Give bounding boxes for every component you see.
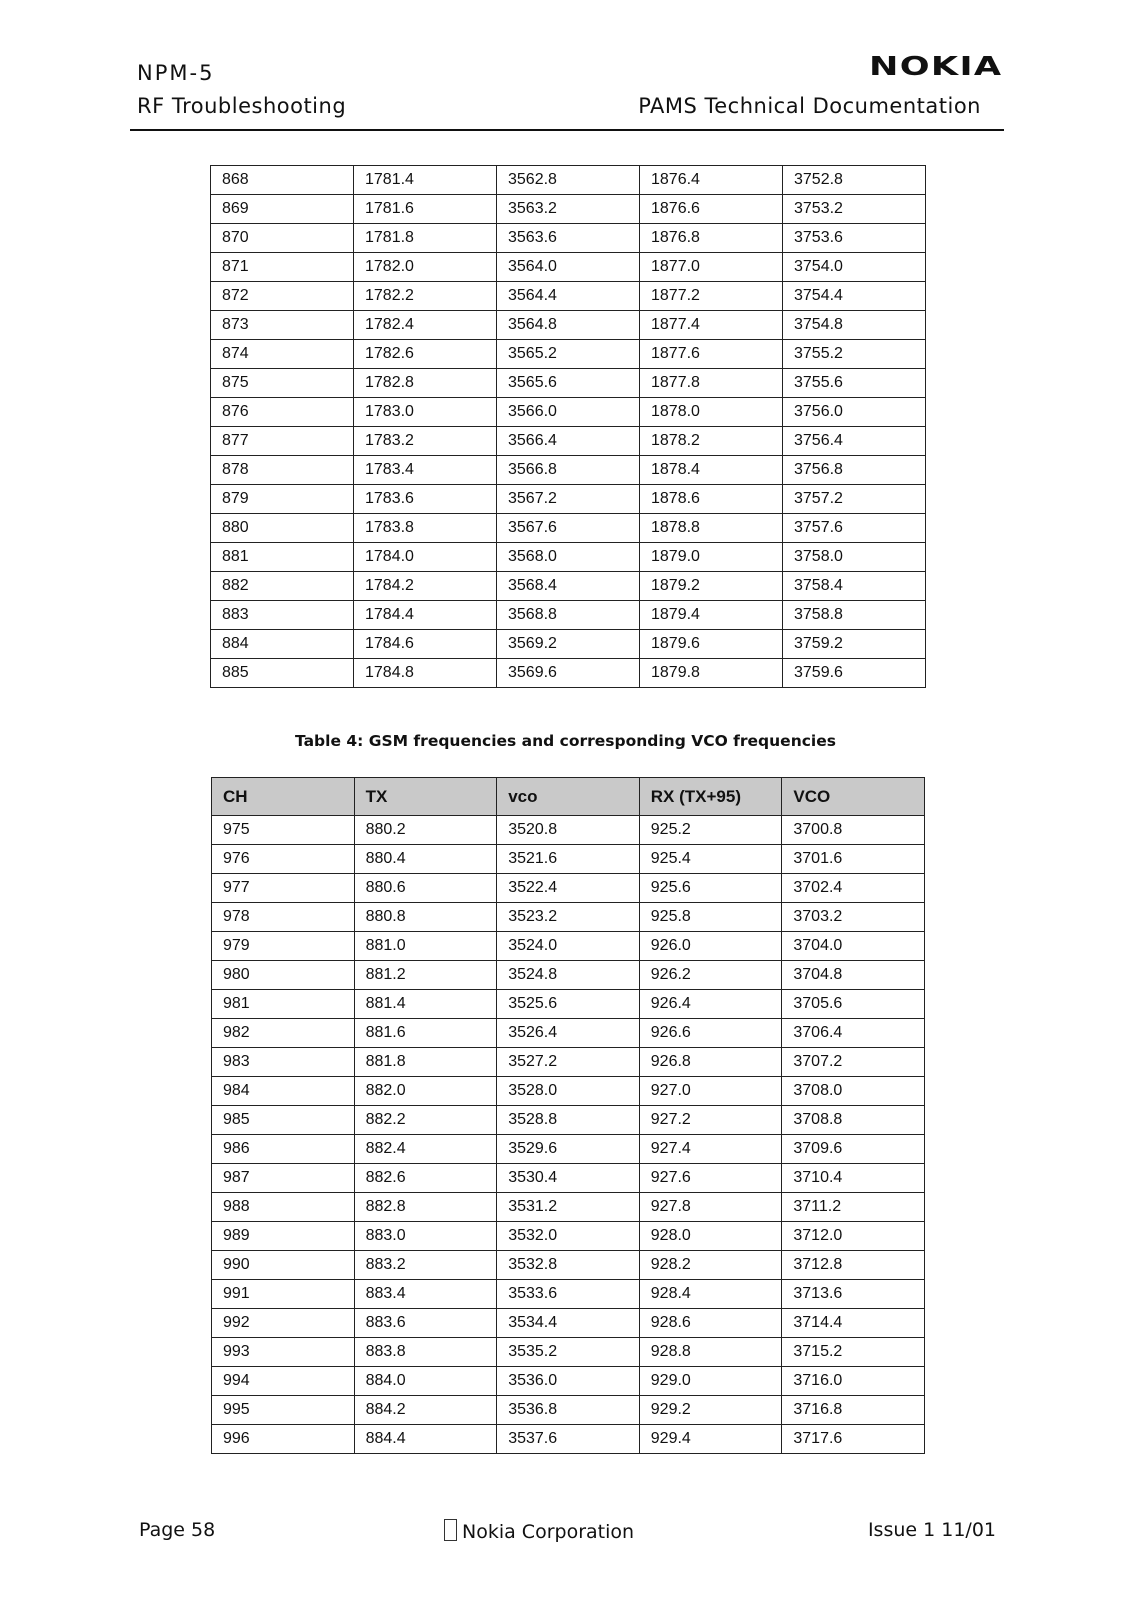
table-cell: 3524.8: [497, 961, 640, 990]
table-cell: 1783.2: [354, 427, 497, 456]
table-cell: 1782.0: [354, 253, 497, 282]
table-row: [211, 659, 926, 688]
table-cell: 1783.0: [354, 398, 497, 427]
table-cell: 870: [211, 224, 354, 253]
table-cell: 3709.6: [782, 1135, 925, 1164]
table-row: [211, 340, 926, 369]
table-cell: 3754.8: [783, 311, 926, 340]
table-cell: 3531.2: [497, 1193, 640, 1222]
table-cell: 1782.8: [354, 369, 497, 398]
document-code: NPM-5: [137, 61, 215, 85]
table-cell: 1878.0: [640, 398, 783, 427]
table-cell: 929.4: [639, 1425, 782, 1454]
table-cell: 880.6: [354, 874, 497, 903]
table-cell: 1781.6: [354, 195, 497, 224]
table-cell: 882.8: [354, 1193, 497, 1222]
table-cell: 927.2: [639, 1106, 782, 1135]
table-row: [212, 1193, 925, 1222]
table-cell: 1877.6: [640, 340, 783, 369]
table-cell: 1879.2: [640, 572, 783, 601]
table-row: [212, 932, 925, 961]
table-row: [212, 874, 925, 903]
table-cell: 1784.8: [354, 659, 497, 688]
column-header-rx-vco: VCO: [782, 778, 925, 816]
table-cell: 3711.2: [782, 1193, 925, 1222]
table-row: [211, 166, 926, 195]
table-row: [211, 398, 926, 427]
table-cell: 987: [212, 1164, 355, 1193]
nokia-logo: NOKIA: [869, 52, 1003, 82]
table-cell: 1876.4: [640, 166, 783, 195]
table-cell: 3705.6: [782, 990, 925, 1019]
table-cell: 881.0: [354, 932, 497, 961]
table-cell: 884.2: [354, 1396, 497, 1425]
gsm-frequency-table-body: [212, 816, 925, 1454]
table-cell: 883.4: [354, 1280, 497, 1309]
table-cell: 3566.8: [497, 456, 640, 485]
table-cell: 3537.6: [497, 1425, 640, 1454]
table-row: [211, 195, 926, 224]
table-cell: 986: [212, 1135, 355, 1164]
table-cell: 978: [212, 903, 355, 932]
table-row: [211, 572, 926, 601]
table-cell: 1781.4: [354, 166, 497, 195]
table-cell: 928.6: [639, 1309, 782, 1338]
table-cell: 926.4: [639, 990, 782, 1019]
table-row: [212, 1106, 925, 1135]
table-cell: 3712.0: [782, 1222, 925, 1251]
table-cell: 926.0: [639, 932, 782, 961]
table-cell: 3716.8: [782, 1396, 925, 1425]
table-cell: 3562.8: [497, 166, 640, 195]
column-header-tx: TX: [354, 778, 497, 816]
table-cell: 3569.2: [497, 630, 640, 659]
table-cell: 925.6: [639, 874, 782, 903]
table-caption: Table 4: GSM frequencies and corresponding VCO frequencies: [295, 732, 836, 750]
table-cell: 3527.2: [497, 1048, 640, 1077]
table-cell: 927.6: [639, 1164, 782, 1193]
table-cell: 3706.4: [782, 1019, 925, 1048]
frequency-table-continued: [210, 165, 926, 688]
table-cell: 3707.2: [782, 1048, 925, 1077]
table-cell: 1879.4: [640, 601, 783, 630]
table-cell: 883: [211, 601, 354, 630]
table-cell: 884: [211, 630, 354, 659]
table-cell: 3704.0: [782, 932, 925, 961]
table-cell: 927.0: [639, 1077, 782, 1106]
table-cell: 3534.4: [497, 1309, 640, 1338]
table-cell: 1784.0: [354, 543, 497, 572]
table-cell: 3565.6: [497, 369, 640, 398]
table-cell: 883.2: [354, 1251, 497, 1280]
table-row: [211, 601, 926, 630]
table-row: [212, 1077, 925, 1106]
table-cell: 928.8: [639, 1338, 782, 1367]
table-cell: 876: [211, 398, 354, 427]
footer-issue: Issue 1 11/01: [867, 1519, 996, 1541]
table-cell: 1783.8: [354, 514, 497, 543]
table-row: [212, 1309, 925, 1338]
table-cell: 928.0: [639, 1222, 782, 1251]
table-cell: 3754.0: [783, 253, 926, 282]
table-cell: 3756.8: [783, 456, 926, 485]
table-cell: 3753.2: [783, 195, 926, 224]
table-cell: 928.2: [639, 1251, 782, 1280]
table-row: [211, 485, 926, 514]
table-cell: 3564.0: [497, 253, 640, 282]
table-row: [211, 427, 926, 456]
footer-copyright-text: Nokia Corporation: [462, 1521, 635, 1543]
table-cell: 3568.0: [497, 543, 640, 572]
table-cell: 875: [211, 369, 354, 398]
table-cell: 3710.4: [782, 1164, 925, 1193]
table-cell: 925.4: [639, 845, 782, 874]
table-row: [212, 1338, 925, 1367]
table-cell: 928.4: [639, 1280, 782, 1309]
table-cell: 1782.4: [354, 311, 497, 340]
table-cell: 3522.4: [497, 874, 640, 903]
table-cell: 880.2: [354, 816, 497, 845]
table-cell: 882.0: [354, 1077, 497, 1106]
table-row: [211, 369, 926, 398]
table-cell: 1878.2: [640, 427, 783, 456]
table-cell: 868: [211, 166, 354, 195]
table-cell: 885: [211, 659, 354, 688]
table-cell: 3566.4: [497, 427, 640, 456]
table-cell: 1878.4: [640, 456, 783, 485]
table-cell: 1782.2: [354, 282, 497, 311]
table-row: [212, 1367, 925, 1396]
frequency-table-continued-body: [211, 166, 926, 688]
table-cell: 1878.6: [640, 485, 783, 514]
table-cell: 3713.6: [782, 1280, 925, 1309]
table-cell: 3523.2: [497, 903, 640, 932]
table-cell: 3757.2: [783, 485, 926, 514]
table-cell: 989: [212, 1222, 355, 1251]
table-cell: 3532.8: [497, 1251, 640, 1280]
table-row: [212, 990, 925, 1019]
table-cell: 877: [211, 427, 354, 456]
table-row: [212, 903, 925, 932]
table-cell: 3520.8: [497, 816, 640, 845]
table-cell: 990: [212, 1251, 355, 1280]
table-cell: 926.2: [639, 961, 782, 990]
table-row: [211, 311, 926, 340]
table-cell: 992: [212, 1309, 355, 1338]
table-cell: 983: [212, 1048, 355, 1077]
table-cell: 3536.0: [497, 1367, 640, 1396]
table-cell: 982: [212, 1019, 355, 1048]
table-cell: 3564.8: [497, 311, 640, 340]
table-cell: 991: [212, 1280, 355, 1309]
table-cell: 1879.0: [640, 543, 783, 572]
table-cell: 1876.6: [640, 195, 783, 224]
table-cell: 1784.2: [354, 572, 497, 601]
table-cell: 3532.0: [497, 1222, 640, 1251]
table-row: [211, 253, 926, 282]
table-cell: 3758.8: [783, 601, 926, 630]
table-cell: 3759.2: [783, 630, 926, 659]
table-cell: 977: [212, 874, 355, 903]
section-title: RF Troubleshooting: [137, 94, 347, 118]
table-cell: 883.0: [354, 1222, 497, 1251]
column-header-rx: RX (TX+95): [639, 778, 782, 816]
table-cell: 3712.8: [782, 1251, 925, 1280]
table-cell: 926.6: [639, 1019, 782, 1048]
table-row: [211, 282, 926, 311]
table-row: [211, 543, 926, 572]
table-cell: 3564.4: [497, 282, 640, 311]
table-cell: 3717.6: [782, 1425, 925, 1454]
table-cell: 3758.4: [783, 572, 926, 601]
table-cell: 1876.8: [640, 224, 783, 253]
table-cell: 878: [211, 456, 354, 485]
table-cell: 1879.6: [640, 630, 783, 659]
table-cell: 3535.2: [497, 1338, 640, 1367]
table-cell: 3521.6: [497, 845, 640, 874]
table-cell: 985: [212, 1106, 355, 1135]
table-cell: 3568.8: [497, 601, 640, 630]
table-cell: 988: [212, 1193, 355, 1222]
table-row: [212, 1251, 925, 1280]
table-cell: 882.6: [354, 1164, 497, 1193]
table-row: [212, 1280, 925, 1309]
table-cell: 1784.6: [354, 630, 497, 659]
table-cell: 1782.6: [354, 340, 497, 369]
table-cell: 993: [212, 1338, 355, 1367]
table-row: [212, 1135, 925, 1164]
table-cell: 927.4: [639, 1135, 782, 1164]
table-row: [212, 1164, 925, 1193]
table-cell: 975: [212, 816, 355, 845]
table-row: [212, 1019, 925, 1048]
table-row: [212, 961, 925, 990]
document-title: PAMS Technical Documentation: [638, 94, 981, 118]
table-row: [212, 1222, 925, 1251]
table-cell: 882.4: [354, 1135, 497, 1164]
copyright-icon: [444, 1519, 457, 1541]
table-cell: 3563.6: [497, 224, 640, 253]
table-cell: 1784.4: [354, 601, 497, 630]
table-cell: 880.4: [354, 845, 497, 874]
table-cell: 880: [211, 514, 354, 543]
table-row: [211, 456, 926, 485]
table-row: [211, 514, 926, 543]
table-cell: 3708.0: [782, 1077, 925, 1106]
table-cell: 995: [212, 1396, 355, 1425]
table-row: [212, 1048, 925, 1077]
table-cell: 925.2: [639, 816, 782, 845]
table-cell: 881.2: [354, 961, 497, 990]
table-cell: 1877.2: [640, 282, 783, 311]
table-cell: 3754.4: [783, 282, 926, 311]
table-cell: 3566.0: [497, 398, 640, 427]
table-cell: 3757.6: [783, 514, 926, 543]
table-cell: 874: [211, 340, 354, 369]
table-cell: 926.8: [639, 1048, 782, 1077]
table-cell: 881.4: [354, 990, 497, 1019]
table-cell: 929.0: [639, 1367, 782, 1396]
table-cell: 1781.8: [354, 224, 497, 253]
table-cell: 3756.0: [783, 398, 926, 427]
table-cell: 3753.6: [783, 224, 926, 253]
table-cell: 1783.6: [354, 485, 497, 514]
table-cell: 3569.6: [497, 659, 640, 688]
table-cell: 3567.2: [497, 485, 640, 514]
table-cell: 869: [211, 195, 354, 224]
table-cell: 976: [212, 845, 355, 874]
table-cell: 981: [212, 990, 355, 1019]
table-cell: 1877.4: [640, 311, 783, 340]
column-header-tx-vco: vco: [497, 778, 640, 816]
table-cell: 3702.4: [782, 874, 925, 903]
table-cell: 3568.4: [497, 572, 640, 601]
table-cell: 3701.6: [782, 845, 925, 874]
table-cell: 879: [211, 485, 354, 514]
table-cell: 3708.8: [782, 1106, 925, 1135]
table-cell: 1877.8: [640, 369, 783, 398]
table-cell: 881.6: [354, 1019, 497, 1048]
table-cell: 979: [212, 932, 355, 961]
table-cell: 3703.2: [782, 903, 925, 932]
table-cell: 3565.2: [497, 340, 640, 369]
table-cell: 883.6: [354, 1309, 497, 1338]
table-cell: 927.8: [639, 1193, 782, 1222]
table-cell: 3704.8: [782, 961, 925, 990]
table-cell: 3714.4: [782, 1309, 925, 1338]
table-cell: 884.0: [354, 1367, 497, 1396]
table-cell: 884.4: [354, 1425, 497, 1454]
table-cell: 3755.6: [783, 369, 926, 398]
table-cell: 3700.8: [782, 816, 925, 845]
footer-copyright: [444, 1519, 634, 1543]
table-cell: 872: [211, 282, 354, 311]
table-cell: 873: [211, 311, 354, 340]
table-row: [212, 1425, 925, 1454]
table-cell: 3752.8: [783, 166, 926, 195]
table-cell: 3755.2: [783, 340, 926, 369]
table-cell: 882.2: [354, 1106, 497, 1135]
table-cell: 3567.6: [497, 514, 640, 543]
table-cell: 881.8: [354, 1048, 497, 1077]
table-row: [212, 1396, 925, 1425]
gsm-frequency-table: [211, 777, 925, 1454]
table-cell: 984: [212, 1077, 355, 1106]
table-cell: 3758.0: [783, 543, 926, 572]
table-cell: 3528.0: [497, 1077, 640, 1106]
table-cell: 3533.6: [497, 1280, 640, 1309]
table-cell: 882: [211, 572, 354, 601]
table-cell: 996: [212, 1425, 355, 1454]
table-cell: 871: [211, 253, 354, 282]
footer-page-number: Page 58: [139, 1519, 216, 1541]
table-header-row: [212, 778, 925, 816]
table-row: [212, 845, 925, 874]
table-row: [212, 816, 925, 845]
table-cell: 3563.2: [497, 195, 640, 224]
table-cell: 925.8: [639, 903, 782, 932]
table-cell: 1783.4: [354, 456, 497, 485]
table-cell: 883.8: [354, 1338, 497, 1367]
table-cell: 1877.0: [640, 253, 783, 282]
table-cell: 880.8: [354, 903, 497, 932]
header-rule: [130, 129, 1004, 131]
table-row: [211, 630, 926, 659]
table-cell: 3528.8: [497, 1106, 640, 1135]
table-cell: 3529.6: [497, 1135, 640, 1164]
table-cell: 1878.8: [640, 514, 783, 543]
table-cell: 3526.4: [497, 1019, 640, 1048]
column-header-ch: CH: [212, 778, 355, 816]
table-row: [211, 224, 926, 253]
table-cell: 3530.4: [497, 1164, 640, 1193]
table-cell: 3536.8: [497, 1396, 640, 1425]
table-cell: 994: [212, 1367, 355, 1396]
table-cell: 3759.6: [783, 659, 926, 688]
table-cell: 3524.0: [497, 932, 640, 961]
table-cell: 3715.2: [782, 1338, 925, 1367]
table-cell: 1879.8: [640, 659, 783, 688]
table-cell: 881: [211, 543, 354, 572]
table-cell: 3756.4: [783, 427, 926, 456]
table-cell: 929.2: [639, 1396, 782, 1425]
table-cell: 980: [212, 961, 355, 990]
table-cell: 3525.6: [497, 990, 640, 1019]
table-cell: 3716.0: [782, 1367, 925, 1396]
